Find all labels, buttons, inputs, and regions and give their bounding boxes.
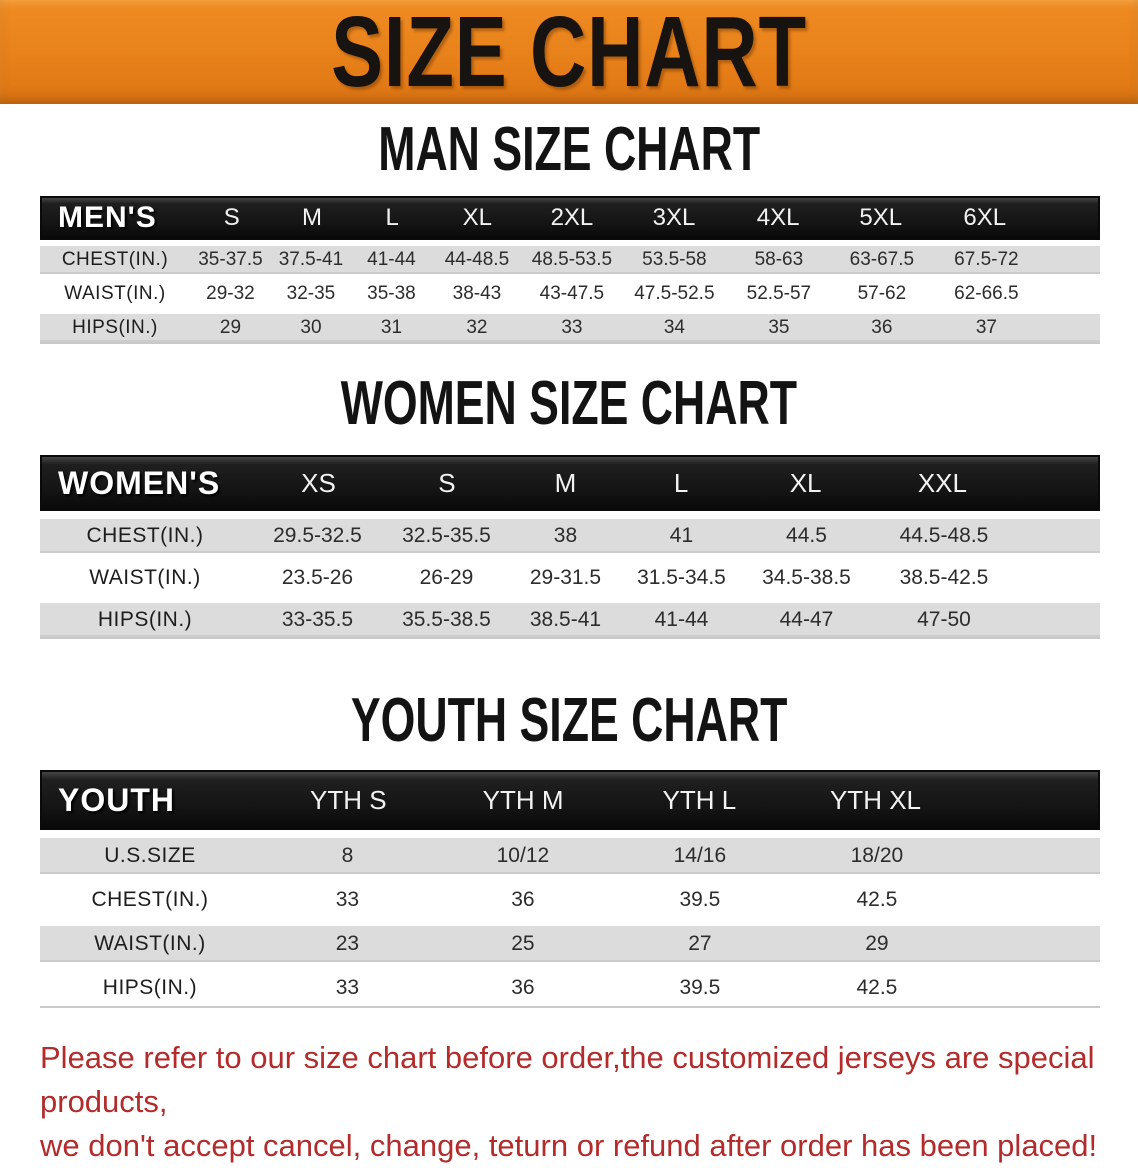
size-value: 48.5-53.5 xyxy=(531,249,613,270)
size-value: 41 xyxy=(669,524,694,547)
size-value: 10/12 xyxy=(496,844,550,867)
size-value: 44-47 xyxy=(779,608,834,631)
size-column-xxl: XXL xyxy=(917,467,967,498)
row-label: HIPS(IN.) xyxy=(102,976,198,999)
men-section-heading-text: MAN SIZE CHART xyxy=(378,115,760,184)
size-value: 30 xyxy=(300,317,322,338)
size-column-6xl: 6XL xyxy=(963,204,1007,231)
size-value: 31 xyxy=(380,317,403,338)
size-value: 33 xyxy=(335,888,360,911)
size-value: 57-62 xyxy=(857,283,907,304)
size-value: 31.5-34.5 xyxy=(637,566,726,589)
size-value: 29 xyxy=(219,317,242,338)
table-row-chest-in xyxy=(40,882,1100,918)
size-value: 38 xyxy=(553,524,578,547)
men-section-heading xyxy=(0,115,1138,184)
size-value: 35-38 xyxy=(367,283,416,304)
row-label: HIPS(IN.) xyxy=(72,317,158,338)
size-value: 63-67.5 xyxy=(849,249,915,270)
row-label: CHEST(IN.) xyxy=(91,888,209,911)
size-value: 34.5-38.5 xyxy=(762,566,851,589)
size-value: 35.5-38.5 xyxy=(402,608,491,631)
footer-disclaimer xyxy=(40,1036,1120,1168)
size-column-yth-l: YTH L xyxy=(662,784,737,815)
size-value: 38.5-42.5 xyxy=(899,566,989,589)
size-column-m: M xyxy=(301,204,322,231)
size-value: 44.5-48.5 xyxy=(899,524,989,547)
size-value: 14/16 xyxy=(673,844,727,867)
size-value: 47.5-52.5 xyxy=(634,283,715,304)
table-header-row xyxy=(40,455,1100,511)
size-value: 62-66.5 xyxy=(954,283,1019,304)
size-value: 8 xyxy=(341,844,354,867)
size-value: 33-35.5 xyxy=(281,608,354,631)
size-value: 23.5-26 xyxy=(281,566,354,589)
size-value: 18/20 xyxy=(850,844,904,867)
size-value: 41-44 xyxy=(654,608,709,631)
row-label: WAIST(IN.) xyxy=(89,566,201,589)
size-column-s: S xyxy=(223,204,240,231)
size-value: 41-44 xyxy=(367,249,416,270)
size-column-3xl: 3XL xyxy=(652,204,696,231)
size-column-yth-m: YTH M xyxy=(482,784,564,815)
size-value: 37.5-41 xyxy=(278,249,344,270)
size-value: 29-32 xyxy=(206,283,255,304)
size-value: 36 xyxy=(871,317,893,338)
size-value: 42.5 xyxy=(856,888,898,911)
size-value: 27 xyxy=(688,932,712,955)
size-value: 26-29 xyxy=(419,566,474,589)
size-value: 29 xyxy=(865,932,889,955)
size-value: 58-63 xyxy=(754,249,804,270)
size-chart-banner xyxy=(0,0,1138,108)
size-value: 38.5-41 xyxy=(529,608,602,631)
size-column-xs: XS xyxy=(301,467,336,498)
size-value: 43-47.5 xyxy=(539,283,605,304)
size-column-4xl: 4XL xyxy=(756,204,800,231)
youth-size-table xyxy=(40,770,1100,1008)
size-value: 32 xyxy=(466,317,488,338)
size-value: 36 xyxy=(511,888,535,911)
size-value: 67.5-72 xyxy=(954,249,1019,270)
footer-disclaimer-line1: Please refer to our size chart before order,the customized jerseys are special products, xyxy=(40,1040,1095,1119)
size-value: 32-35 xyxy=(286,283,336,304)
table-row-hips-in xyxy=(40,603,1100,637)
size-value: 39.5 xyxy=(679,888,721,911)
size-column-5xl: 5XL xyxy=(859,204,903,231)
row-label: WAIST(IN.) xyxy=(94,932,206,955)
size-value: 33 xyxy=(561,317,583,338)
size-value: 29.5-32.5 xyxy=(273,524,362,547)
table-row-waist-in xyxy=(40,926,1100,962)
size-value: 38-43 xyxy=(452,283,502,304)
size-column-yth-xl: YTH XL xyxy=(829,784,921,815)
size-value: 52.5-57 xyxy=(746,283,812,304)
size-value: 37 xyxy=(975,317,997,338)
size-value: 44.5 xyxy=(786,524,827,547)
table-row-waist-in xyxy=(40,561,1100,595)
row-label: CHEST(IN.) xyxy=(61,249,169,270)
size-value: 34 xyxy=(663,317,685,338)
men-size-table xyxy=(40,196,1100,344)
table-header-row xyxy=(40,770,1100,830)
size-value: 23 xyxy=(335,932,360,955)
youth-section-heading xyxy=(0,686,1138,755)
size-value: 47-50 xyxy=(917,608,971,631)
table-row-hips-in xyxy=(40,970,1100,1006)
table-row-chest-in xyxy=(40,519,1100,553)
size-column-yth-s: YTH S xyxy=(309,784,387,815)
row-label: HIPS(IN.) xyxy=(97,608,193,631)
table-row-chest-in xyxy=(40,246,1100,274)
women-section-heading-text: WOMEN SIZE CHART xyxy=(340,369,798,438)
table-header-row xyxy=(40,196,1100,240)
banner-title: SIZE CHART xyxy=(331,0,807,108)
size-value: 32.5-35.5 xyxy=(402,524,491,547)
size-value: 33 xyxy=(335,976,360,999)
size-value: 36 xyxy=(511,976,535,999)
table-row-waist-in xyxy=(40,280,1100,308)
table-header-label: YOUTH xyxy=(58,781,175,818)
size-column-l: L xyxy=(385,204,399,231)
size-column-xl: XL xyxy=(789,467,822,498)
size-value: 35 xyxy=(768,317,790,338)
table-header-label: MEN'S xyxy=(58,201,157,234)
size-value: 42.5 xyxy=(856,976,898,999)
size-column-xl: XL xyxy=(462,204,492,231)
women-section-heading xyxy=(0,369,1138,438)
women-size-table xyxy=(40,455,1100,639)
size-value: 35-37.5 xyxy=(198,249,263,270)
size-value: 39.5 xyxy=(679,976,721,999)
size-column-2xl: 2XL xyxy=(550,204,594,231)
size-value: 44-48.5 xyxy=(444,249,510,270)
size-column-m: M xyxy=(554,467,577,498)
table-row-hips-in xyxy=(40,314,1100,342)
size-value: 25 xyxy=(511,932,535,955)
table-header-label: WOMEN'S xyxy=(58,464,221,501)
size-column-s: S xyxy=(438,467,456,498)
youth-section-heading-text: YOUTH SIZE CHART xyxy=(350,686,788,755)
size-value: 29-31.5 xyxy=(529,566,602,589)
footer-disclaimer-line2: we don't accept cancel, change, teturn or refund after order has been placed! xyxy=(40,1128,1098,1163)
row-label: WAIST(IN.) xyxy=(64,283,166,304)
size-value: 53.5-58 xyxy=(642,249,707,270)
row-label: CHEST(IN.) xyxy=(86,524,204,547)
row-label: U.S.SIZE xyxy=(104,844,196,867)
size-column-l: L xyxy=(673,467,689,498)
table-row-u-s-size xyxy=(40,838,1100,874)
